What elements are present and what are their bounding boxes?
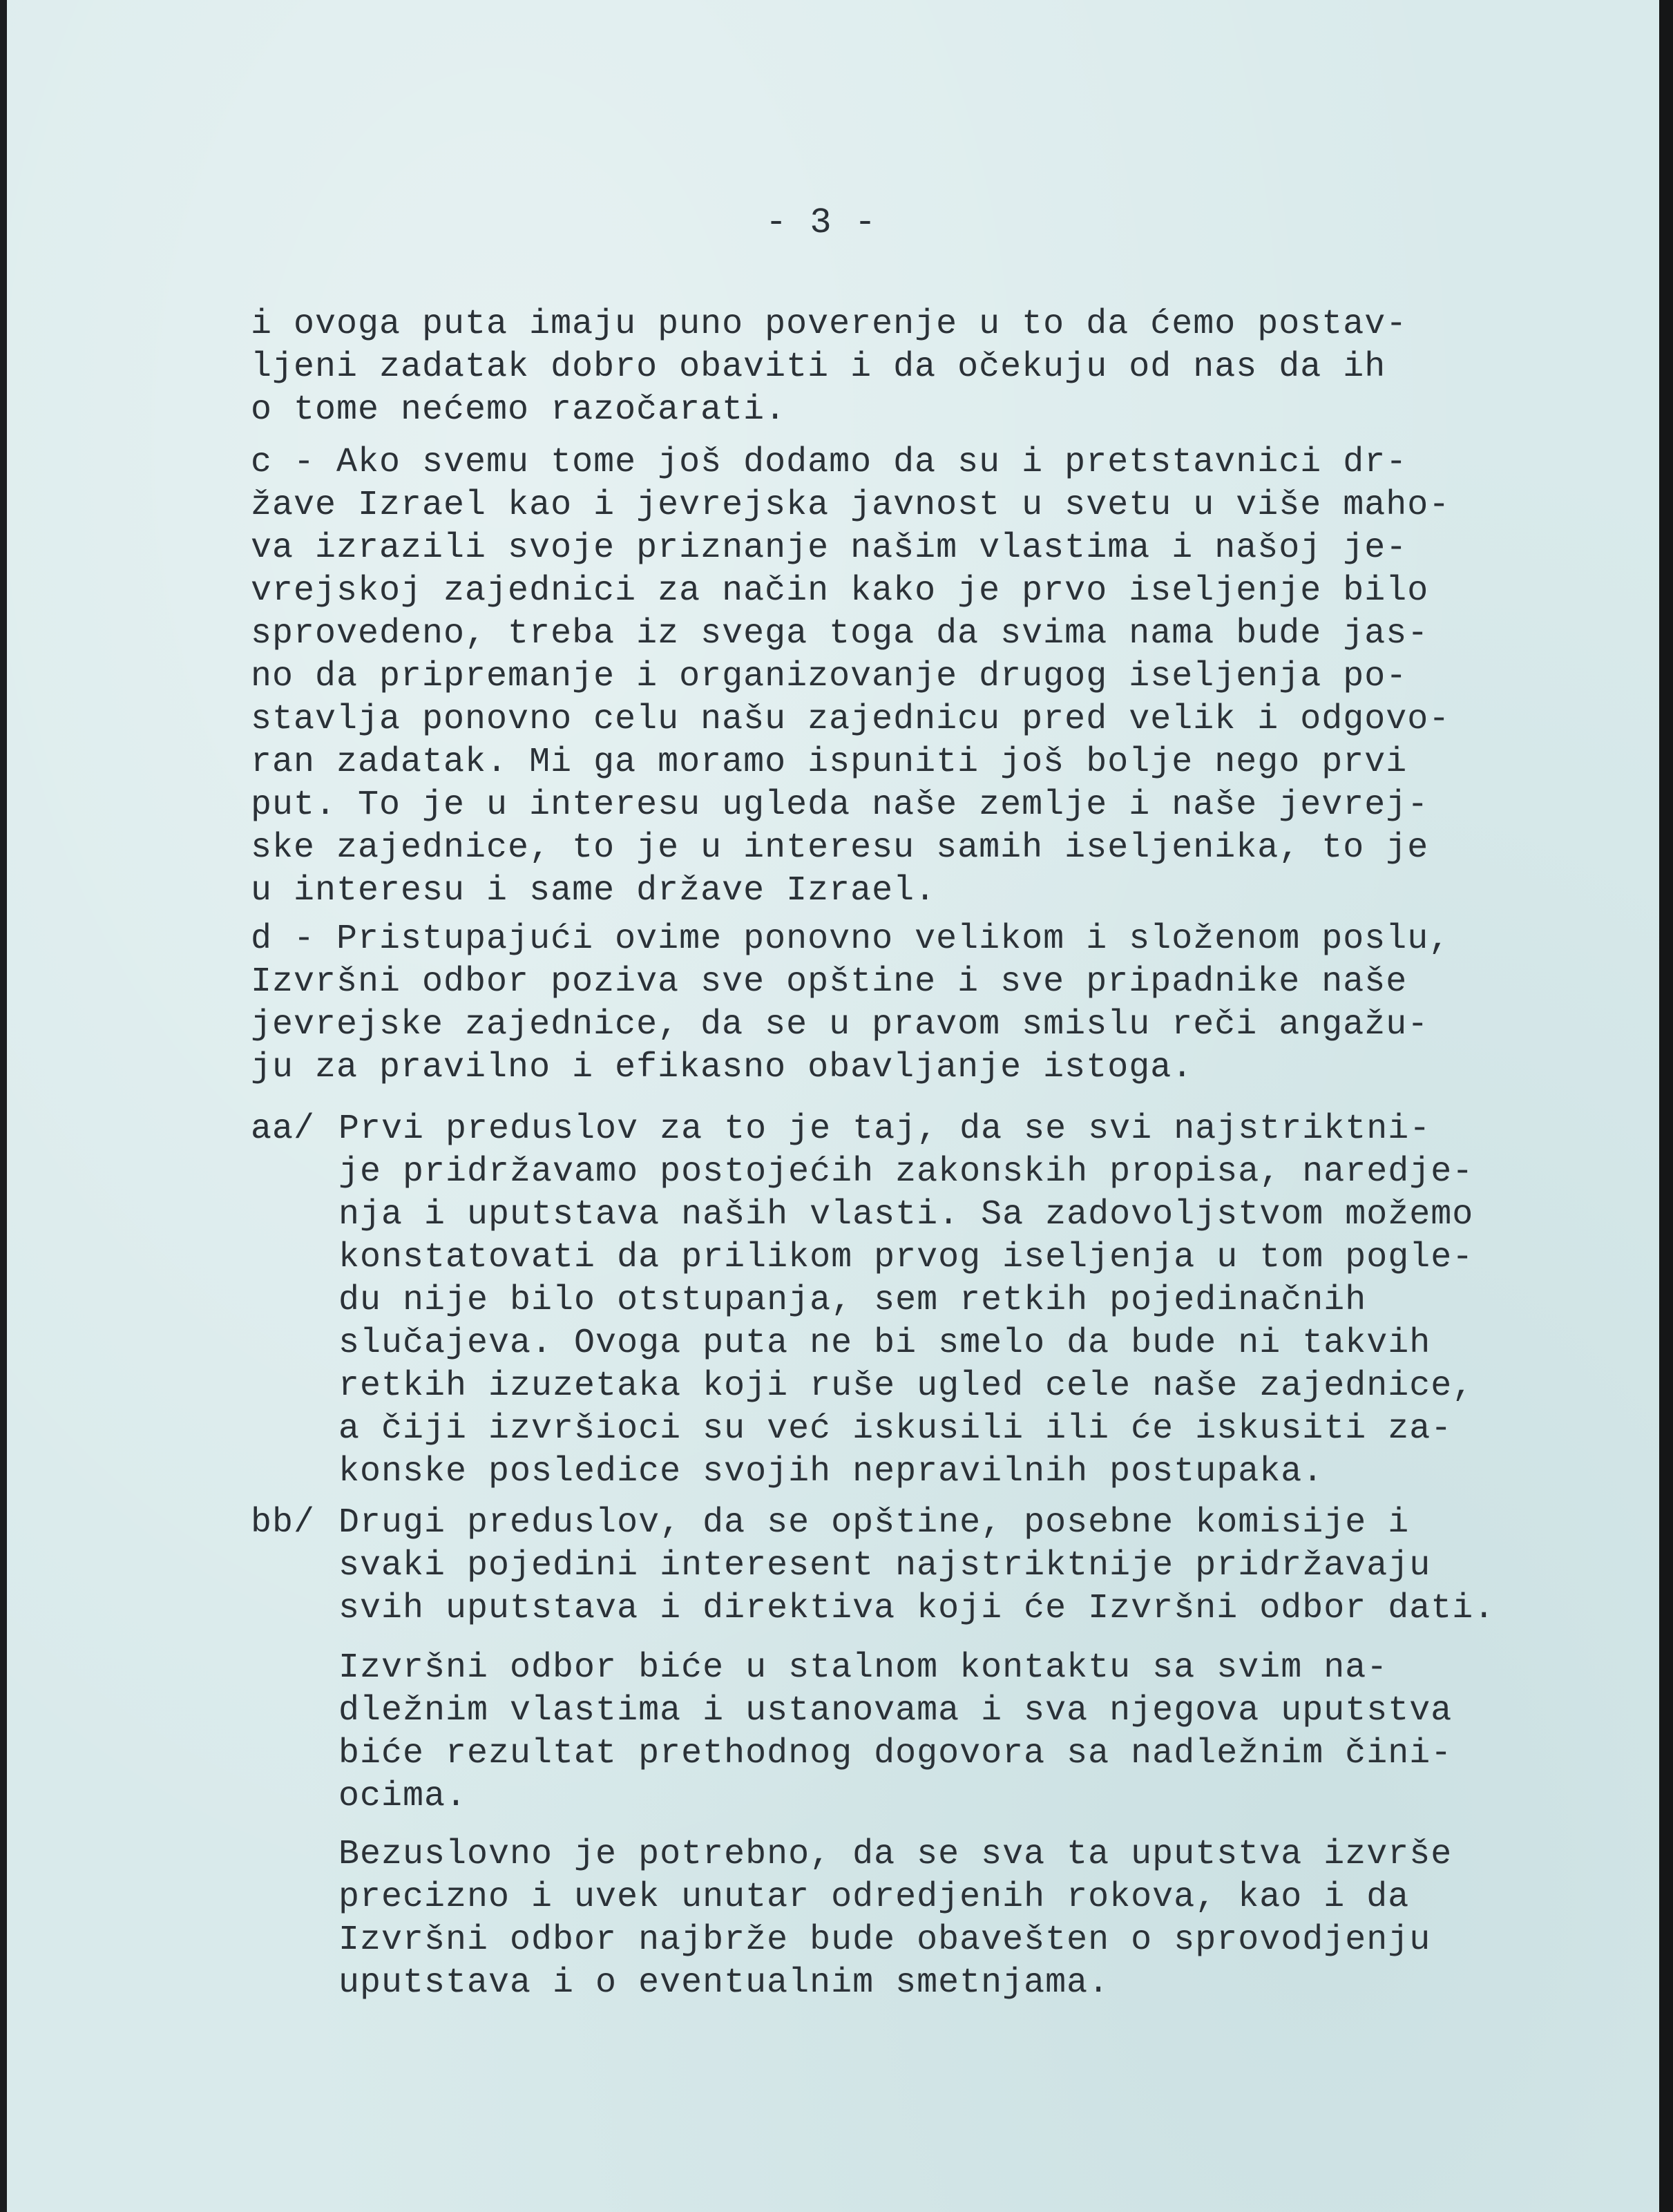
document-page: [7, 0, 1659, 2212]
text-line: sprovedeno, treba iz svega toga da svima nama bude jas-: [251, 614, 1429, 654]
text-line: Drugi preduslov, da se opštine, posebne komisije i: [338, 1503, 1410, 1543]
text-line: konstatovati da prilikom prvog iseljenja u tom pogle-: [338, 1238, 1474, 1277]
text-line: precizno i uvek unutar odredjenih rokova, kao i da: [338, 1878, 1410, 1917]
text-line: ljeni zadatak dobro obaviti i da očekuju od nas da ih: [251, 347, 1386, 387]
scan-edge: [1659, 0, 1673, 2212]
text-line: vrejskoj zajednici za način kako je prvo iseljenje bilo: [251, 571, 1429, 611]
paragraph-label-bb: bb/: [251, 1503, 316, 1543]
text-line: dležnim vlastima i ustanovama i sva njegova uputstva: [338, 1691, 1453, 1730]
text-line: a čiji izvršioci su već iskusili ili će iskusiti za-: [338, 1409, 1453, 1449]
text-line: ske zajednice, to je u interesu samih iseljenika, to je: [251, 828, 1429, 868]
text-line: ocima.: [338, 1777, 468, 1816]
page-number: - 3 -: [765, 202, 877, 243]
text-line: i ovoga puta imaju puno poverenje u to da ćemo postav-: [251, 305, 1408, 344]
text-line: je pridržavamo postojećih zakonskih propisa, naredje-: [338, 1152, 1474, 1192]
text-line: du nije bilo otstupanja, sem retkih pojedinačnih: [338, 1281, 1367, 1320]
text-line: žave Izrael kao i jevrejska javnost u svetu u više maho-: [251, 486, 1451, 525]
text-line: nja i uputstava naših vlasti. Sa zadovoljstvom možemo: [338, 1195, 1474, 1234]
text-line: konske posledice svojih nepravilnih postupaka.: [338, 1452, 1324, 1491]
text-line: no da pripremanje i organizovanje drugog iseljenja po-: [251, 657, 1408, 696]
text-line: put. To je u interesu ugleda naše zemlje i naše jevrej-: [251, 785, 1429, 825]
text-line: c - Ako svemu tome još dodamo da su i pretstavnici dr-: [251, 443, 1408, 482]
text-line: retkih izuzetaka koji ruše ugled cele naše zajednice,: [338, 1366, 1474, 1406]
text-line: d - Pristupajući ovime ponovno velikom i složenom poslu,: [251, 919, 1451, 959]
text-line: va izrazili svoje priznanje našim vlastima i našoj je-: [251, 528, 1408, 568]
text-line: Izvršni odbor biće u stalnom kontaktu sa svim na-: [338, 1648, 1388, 1688]
text-line: biće rezultat prethodnog dogovora sa nadležnim čini-: [338, 1734, 1453, 1773]
text-line: stavlja ponovno celu našu zajednicu pred velik i odgovo-: [251, 700, 1451, 739]
text-line: jevrejske zajednice, da se u pravom smislu reči angažu-: [251, 1005, 1429, 1045]
text-line: svih uputstava i direktiva koji će Izvršni odbor dati.: [338, 1589, 1495, 1628]
text-line: ran zadatak. Mi ga moramo ispuniti još bolje nego prvi: [251, 743, 1408, 782]
text-line: u interesu i same države Izrael.: [251, 871, 937, 910]
text-line: Izvršni odbor najbrže bude obavešten o sprovodjenju: [338, 1920, 1431, 1960]
text-line: slučajeva. Ovoga puta ne bi smelo da bude ni takvih: [338, 1324, 1431, 1363]
text-line: ju za pravilno i efikasno obavljanje istoga.: [251, 1048, 1194, 1087]
text-line: Izvršni odbor poziva sve opštine i sve pripadnike naše: [251, 962, 1408, 1002]
text-line: Prvi preduslov za to je taj, da se svi najstriktni-: [338, 1109, 1431, 1149]
paragraph-label-aa: aa/: [251, 1109, 316, 1149]
text-line: uputstava i o eventualnim smetnjama.: [338, 1963, 1110, 2003]
text-line: Bezuslovno je potrebno, da se sva ta uputstva izvrše: [338, 1835, 1453, 1874]
text-line: o tome nećemo razočarati.: [251, 390, 787, 430]
text-line: svaki pojedini interesent najstriktnije pridržavaju: [338, 1546, 1431, 1585]
